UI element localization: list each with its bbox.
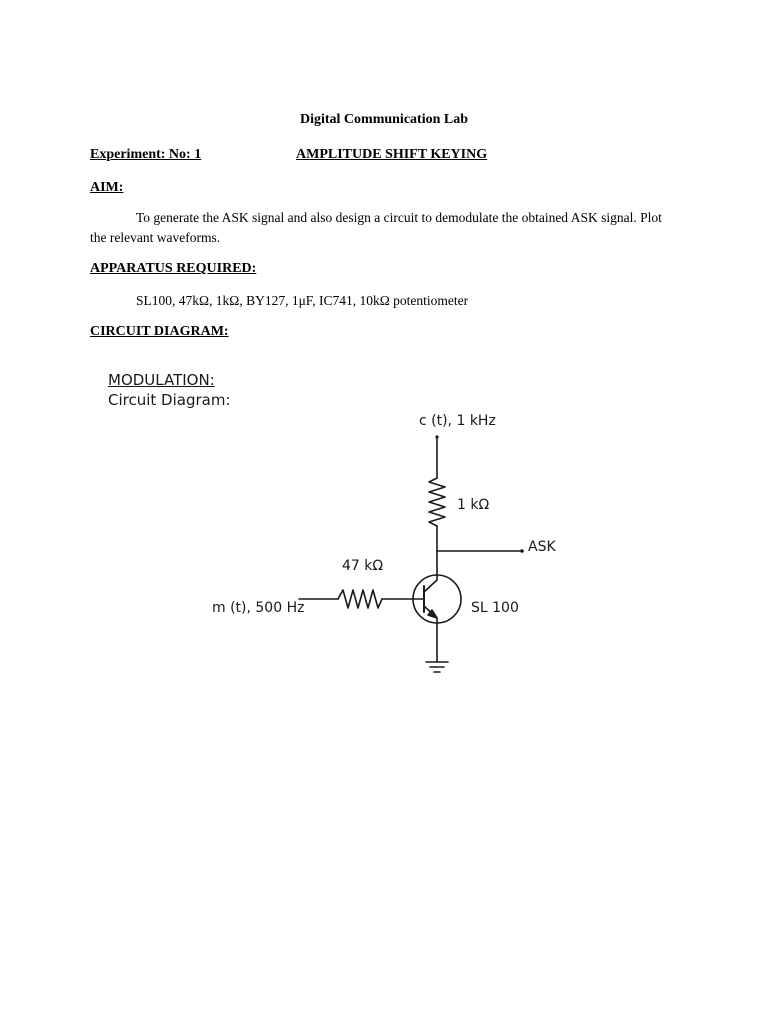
carrier-signal-label: c (t), 1 kHz [419,413,496,429]
experiment-title: AMPLITUDE SHIFT KEYING [296,147,488,162]
ask-output-node [520,549,524,553]
experiment-number: Experiment: No: 1 [90,147,202,162]
lab-title: Digital Communication Lab [299,112,468,127]
transistor-label: SL 100 [471,600,519,616]
message-signal-label: m (t), 500 Hz [212,600,305,616]
apparatus-list: SL100, 47kΩ, 1kΩ, BY127, 1μF, IC741, 10kΩ potentiometer [136,293,469,308]
aim-heading: AIM: [90,180,124,195]
base-resistor [338,590,382,608]
collector-resistor-label: 1 kΩ [457,497,490,513]
circuit-subtitle: Circuit Diagram: [108,391,231,409]
modulation-title: MODULATION: [108,371,215,389]
circuit-diagram-heading: CIRCUIT DIAGRAM: [90,324,229,339]
base-resistor-label: 47 kΩ [342,558,384,574]
aim-text-line-2: the relevant waveforms. [90,230,221,245]
ask-output-label: ASK [528,539,556,555]
aim-text-line-1: To generate the ASK signal and also design a circuit to demodulate the obtained ASK signal. Plot [136,210,662,225]
apparatus-heading: APPARATUS REQUIRED: [90,261,257,276]
transistor-collector-lead [424,580,437,592]
collector-resistor [429,478,445,526]
